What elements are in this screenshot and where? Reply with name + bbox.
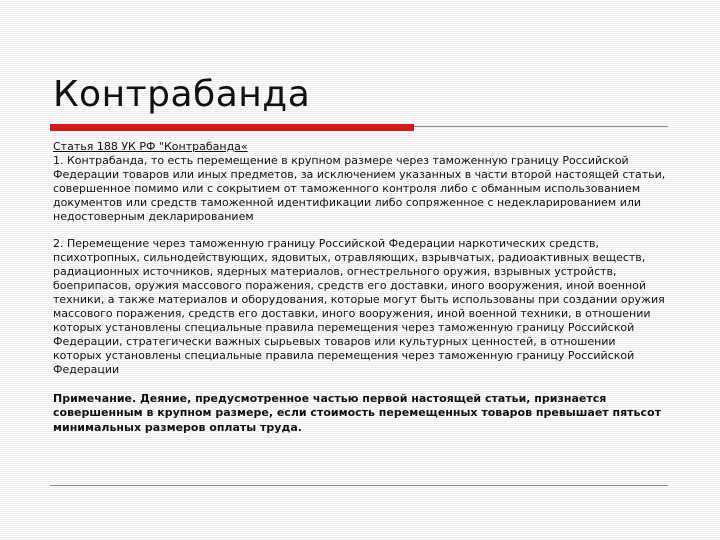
title-accent-bar [50,124,414,131]
slide-title: Контрабанда [53,74,311,115]
article-block [53,140,666,225]
paragraph-1: 1. Контрабанда, то есть перемещение в крупном размере через таможенную границу Российской Федерации товаров или иных предметов, за исключением указанных в части второй настоящей статьи, совершенное помимо или с сокрытием от таможенного контроля либо с обманным использованием документов или средств таможенной идентификации либо сопряженное с недекларированием или недостоверным декларированием [53,154,666,224]
paragraph-2: 2. Перемещение через таможенную границу Российской Федерации наркотических средств, психотропных, сильнодействующих, ядовитых, отравляющих, взрывчатых, радиоактивных веществ, радиационных источников, ядерных материалов, огнестрельного оружия, взрывных устройств, боеприпасов, оружия массового поражения, средств его доставки, иного вооружения, иной военной техники, а также материалов и оборудования, которые могут быть использованы при создании оружия массового поражения, средств его доставки, иного вооружения, иной военной техники, в отношении которых установлены специальные правила перемещения через таможенную границу Российской Федерации, стратегически важных сырьевых товаров или культурных ценностей, в отношении которых установлены специальные правила перемещения через таможенную границу Российской Федерации [53,236,665,377]
note-paragraph: Примечание. Деяние, предусмотренное частью первой настоящей статьи, признается совершенным в крупном размере, если стоимость перемещенных товаров превышает пятьсот минимальных размеров оплаты труда. [53,391,661,434]
article-heading-link[interactable]: Статья 188 УК РФ "Контрабанда« [53,140,248,153]
bottom-divider [50,485,668,486]
slide-body [53,140,666,447]
